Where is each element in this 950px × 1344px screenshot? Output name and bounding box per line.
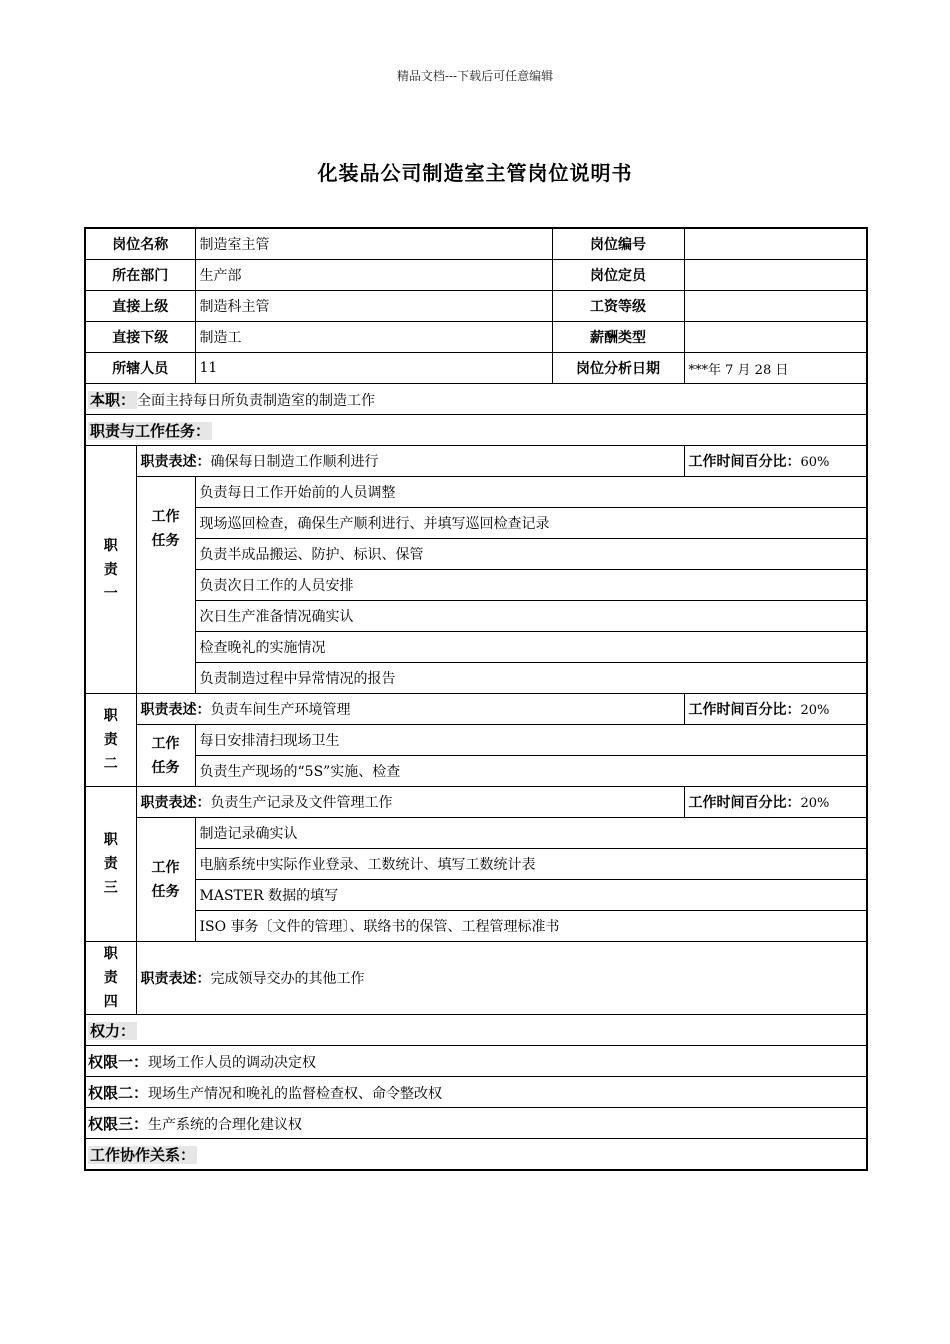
time-percent-label: 工作时间百分比： [688, 795, 801, 811]
duty-summary-row [85, 384, 867, 415]
info-label: 直接下级 [85, 322, 195, 353]
duty-description: 完成领导交办的其他工作 [210, 971, 365, 987]
task-item: 每日安排清扫现场卫生 [195, 725, 867, 756]
info-row [85, 260, 867, 291]
task-row [85, 880, 867, 911]
duties-header: 职责与工作任务： [90, 421, 211, 440]
duty-name: 职责四 [85, 942, 136, 1015]
info-row [85, 322, 867, 353]
authority-text: 现场工作人员的调动决定权 [148, 1054, 317, 1071]
task-label: 工作任务 [136, 818, 195, 942]
info-label: 所在部门 [85, 260, 195, 291]
duty-description-label: 职责表述： [140, 702, 211, 718]
info-value: 制造科主管 [195, 291, 552, 322]
task-label: 工作任务 [136, 725, 195, 787]
info-label: 工资等级 [552, 291, 684, 322]
task-item: 负责次日工作的人员安排 [195, 570, 867, 601]
info-label: 岗位编号 [552, 228, 684, 260]
header-note: 精品文档---下载后可任意编辑 [396, 69, 554, 83]
info-value: ***年 7 月 28 日 [684, 353, 867, 384]
task-item: 电脑系统中实际作业登录、工数统计、填写工数统计表 [195, 849, 867, 880]
authority-label: 权限三： [88, 1114, 149, 1133]
cooperation-header-row [85, 1139, 867, 1171]
duty-description-row [85, 787, 867, 818]
info-value [684, 228, 867, 260]
duty-name: 职责二 [85, 694, 136, 787]
info-value: 生产部 [195, 260, 552, 291]
time-percent-label: 工作时间百分比： [688, 702, 801, 718]
duty-summary-text: 全面主持每日所负责制造室的制造工作 [137, 392, 376, 409]
authority-label: 权限一： [88, 1052, 149, 1071]
task-item: 检查晚礼的实施情况 [195, 632, 867, 663]
info-value: 制造工 [195, 322, 552, 353]
duty-name: 职责一 [85, 446, 136, 694]
duties-header-row [85, 415, 867, 446]
job-description-table [84, 227, 868, 1171]
duty-description: 确保每日制造工作顺利进行 [210, 454, 379, 470]
duty-description: 负责生产记录及文件管理工作 [210, 795, 393, 811]
task-item: 负责生产现场的“5S”实施、检查 [195, 756, 867, 787]
info-value [684, 260, 867, 291]
task-item: 现场巡回检查，确保生产顺利进行、并填写巡回检查记录 [195, 508, 867, 539]
time-percent-value: 60% [800, 455, 830, 470]
duty-name: 职责三 [85, 787, 136, 942]
info-label: 所辖人员 [85, 353, 195, 384]
task-row [85, 663, 867, 694]
task-item: 负责制造过程中异常情况的报告 [195, 663, 867, 694]
duty-description: 负责车间生产环境管理 [210, 702, 351, 718]
duty-description-row [85, 446, 867, 477]
info-label: 岗位名称 [85, 228, 195, 260]
info-value [684, 291, 867, 322]
duty-summary-label: 本职： [90, 390, 136, 409]
task-item: 次日生产准备情况确实认 [195, 601, 867, 632]
task-row [85, 601, 867, 632]
task-row [85, 725, 867, 756]
task-item: ISO 事务〔文件的管理〕、联络书的保管、工程管理标准书 [195, 911, 867, 942]
duty-description-label: 职责表述： [140, 454, 211, 470]
task-row [85, 508, 867, 539]
task-item: 负责每日工作开始前的人员调整 [195, 477, 867, 508]
info-label: 薪酬类型 [552, 322, 684, 353]
task-row [85, 818, 867, 849]
authority-header-row [85, 1015, 867, 1046]
duty-description-label: 职责表述： [140, 795, 211, 811]
authority-text: 现场生产情况和晚礼的监督检查权、命令整改权 [148, 1085, 443, 1102]
info-value [684, 322, 867, 353]
task-row [85, 570, 867, 601]
info-label: 直接上级 [85, 291, 195, 322]
authority-row [85, 1046, 867, 1077]
info-value: 制造室主管 [195, 228, 552, 260]
task-row [85, 911, 867, 942]
info-row [85, 228, 867, 260]
authority-header: 权力： [90, 1021, 136, 1040]
authority-label: 权限二： [88, 1083, 149, 1102]
task-item: 负责半成品搬运、防护、标识、保管 [195, 539, 867, 570]
document-title: 化装品公司制造室主管岗位说明书 [317, 161, 633, 185]
task-item: 制造记录确实认 [195, 818, 867, 849]
cooperation-header: 工作协作关系： [90, 1145, 196, 1164]
task-item: MASTER 数据的填写 [195, 880, 867, 911]
duty-description-row [85, 694, 867, 725]
task-row [85, 632, 867, 663]
authority-row [85, 1108, 867, 1139]
duty-description-label: 职责表述： [140, 971, 211, 987]
time-percent-value: 20% [800, 703, 830, 718]
info-value: 11 [195, 353, 552, 384]
task-row [85, 477, 867, 508]
task-row [85, 756, 867, 787]
info-row [85, 291, 867, 322]
info-label: 岗位定员 [552, 260, 684, 291]
authority-text: 生产系统的合理化建议权 [148, 1116, 303, 1133]
task-row [85, 849, 867, 880]
info-label: 岗位分析日期 [552, 353, 684, 384]
info-row [85, 353, 867, 384]
task-label: 工作任务 [136, 477, 195, 694]
time-percent-value: 20% [800, 796, 830, 811]
duty-description-row [85, 942, 867, 1015]
authority-row [85, 1077, 867, 1108]
time-percent-label: 工作时间百分比： [688, 454, 801, 470]
task-row [85, 539, 867, 570]
